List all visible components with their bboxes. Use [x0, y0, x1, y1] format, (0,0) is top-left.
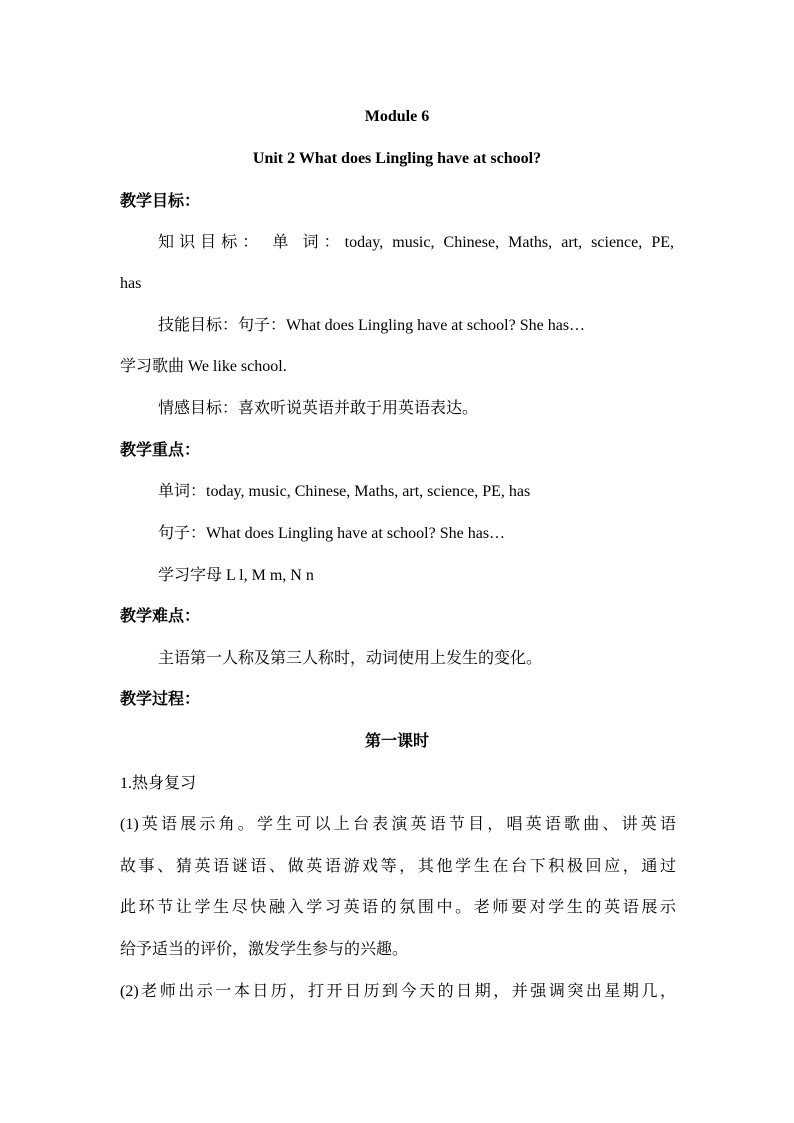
process-heading: 教学过程：	[120, 691, 201, 708]
step1-paragraph1-line2: 故事、猜英语谜语、做英语游戏等，其他学生在台下积极回应，通过	[120, 858, 676, 875]
step1-title: 1.热身复习	[120, 775, 197, 792]
difficult-content: 主语第一人称及第三人称时，动词使用上发生的变化。	[158, 650, 543, 667]
step1-paragraph1-line4: 给予适当的评价，激发学生参与的兴趣。	[120, 941, 409, 958]
key-sentences: 句子：What does Lingling have at school? She has…	[158, 525, 506, 542]
goals-heading: 教学目标：	[120, 193, 201, 210]
module-title: Module 6	[364, 108, 430, 125]
difficult-heading: 教学难点：	[120, 608, 201, 625]
key-letters: 学习字母 L l, M m, N n	[158, 567, 314, 584]
key-heading: 教学重点：	[120, 442, 201, 459]
goals-knowledge-line2: has	[120, 275, 142, 292]
step1-paragraph1-line1: (1)英语展示角。学生可以上台表演英语节目，唱英语歌曲、讲英语	[120, 816, 676, 833]
goals-emotion: 情感目标：喜欢听说英语并敢于用英语表达。	[158, 400, 479, 417]
goals-knowledge-line1: 知识目标： 单 词：today, music, Chinese, Maths, art, science, PE,	[158, 234, 674, 251]
lesson-title: 第一课时	[364, 733, 429, 750]
key-words: 单词：today, music, Chinese, Maths, art, science, PE, has	[158, 483, 531, 500]
step1-paragraph1-line3: 此环节让学生尽快融入学习英语的氛围中。老师要对学生的英语展示	[120, 899, 676, 916]
goals-skill-line2: 学习歌曲 We like school.	[120, 358, 287, 375]
unit-title: Unit 2 What does Lingling have at school?	[252, 150, 542, 167]
step1-paragraph2-line1: (2)老师出示一本日历，打开日历到今天的日期，并强调突出星期几，	[120, 983, 676, 1000]
goals-skill-line1: 技能目标：句子：What does Lingling have at school? She has…	[158, 317, 586, 334]
